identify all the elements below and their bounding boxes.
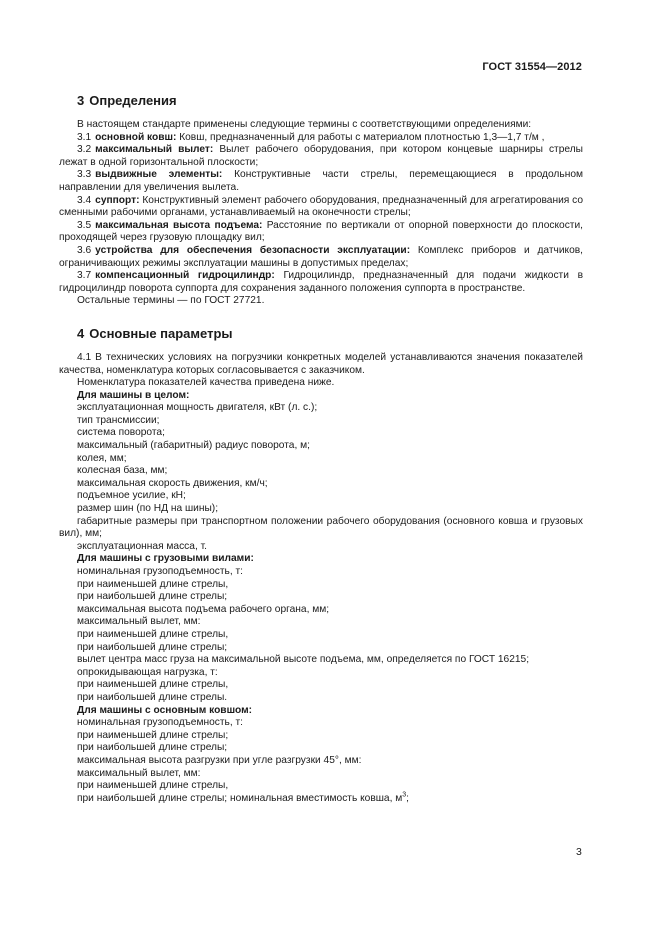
section-3-heading <box>59 93 583 109</box>
list-item: вылет центра масс груза на максимальной высоте подъема, мм, определяется по ГОСТ 16215; <box>77 654 530 666</box>
document-code: ГОСТ 31554—2012 <box>482 61 582 73</box>
page-number: 3 <box>576 846 582 858</box>
group-title-text: Для машины с основным ковшом: <box>77 704 253 716</box>
list-item <box>59 793 583 806</box>
definition-item <box>59 245 583 270</box>
other-terms: Остальные термины — по ГОСТ 27721. <box>77 295 265 307</box>
page-content <box>59 93 583 805</box>
clause-number: 3.3 <box>77 169 92 181</box>
term: суппорт: <box>95 194 140 206</box>
list-item: колея, мм; <box>77 452 127 464</box>
list-item: максимальная высота подъема рабочего органа, мм; <box>77 603 330 615</box>
group-title-whole-machine <box>59 390 583 403</box>
section-title: Основные параметры <box>89 325 233 341</box>
section-number: 4 <box>77 325 85 341</box>
definition-text: Конструктивные части стрелы, перемещающиеся в продольном направлении для увеличения вылета. <box>59 169 583 193</box>
clause-text: В технических условиях на погрузчики конкретных моделей устанавливаются значения показателей качества, номенклатура которых согласовывается с заказчиком. <box>59 351 583 376</box>
clause-number: 3.6 <box>77 244 92 256</box>
list-item: опрокидывающая нагрузка, т: <box>77 666 218 678</box>
nomenclature-note: Номенклатура показателей качества приведена ниже. <box>77 377 335 389</box>
term: выдвижные элементы: <box>95 169 223 181</box>
section-3-intro: В настоящем стандарте применены следующие термины с соответствующими определениями: <box>77 119 532 130</box>
list-item: при наибольшей длине стрелы; <box>77 742 228 754</box>
term: устройства для обеспечения безопасности эксплуатации: <box>95 244 411 256</box>
clause-number: 3.4 <box>77 194 92 206</box>
list-item: максимальная скорость движения, км/ч; <box>77 477 268 489</box>
definition-item <box>59 195 583 220</box>
list-item: эксплуатационная масса, т. <box>77 540 207 552</box>
list-item: при наименьшей длине стрелы, <box>77 679 229 691</box>
list-item: тип трансмиссии; <box>77 414 160 426</box>
list-item: максимальный вылет, мм: <box>77 767 201 779</box>
definition-text: Комплекс приборов и датчиков, ограничивающих режимы эксплуатации машины в допустимых пределах; <box>59 244 584 269</box>
whole-machine-list <box>59 402 583 553</box>
group-title-text: Для машины в целом: <box>77 389 190 401</box>
forks-list <box>59 566 583 705</box>
list-item: максимальная высота разгрузки при угле разгрузки 45°, мм: <box>77 754 362 766</box>
list-item: при наименьшей длине стрелы, <box>77 628 229 640</box>
definitions-list <box>59 132 583 296</box>
group-title-bucket <box>59 705 583 718</box>
list-item: при наибольшей длине стрелы; <box>77 641 228 653</box>
term: максимальная высота подъема: <box>95 219 263 231</box>
definition-item <box>59 270 583 295</box>
definition-item <box>59 132 583 145</box>
list-item: размер шин (по НД на шины); <box>77 503 219 515</box>
definition-item <box>59 144 583 169</box>
clause-number: 3.5 <box>77 219 92 231</box>
list-item: система поворота; <box>77 427 165 439</box>
list-item: номинальная грузоподъемность, т: <box>77 717 243 729</box>
term: компенсационный гидроцилиндр: <box>95 270 275 282</box>
section-4-heading <box>59 326 583 342</box>
paragraph-4-1 <box>59 352 583 377</box>
clause-number: 3.1 <box>77 131 92 143</box>
definition-item <box>59 169 583 194</box>
definition-text: Расстояние по вертикали от опорной поверхности до плоскости, проходящей через грузовую площадку вил; <box>59 219 583 244</box>
list-item: номинальная грузоподъемность, т: <box>77 566 243 577</box>
clause-number: 3.2 <box>77 144 92 156</box>
definition-text: Конструктивный элемент рабочего оборудования, предназначенный для агрегатирования со сменными рабочими органами, устанавливаемый на оконечности стрелы; <box>59 194 583 219</box>
definition-text: Гидроцилиндр, предназначенный для подачи жидкости в гидроцилиндр поворота суппорта для сохранения заданного положения суппорта в пространстве. <box>59 270 583 294</box>
list-item-end: ; <box>406 792 410 804</box>
term: основной ковш: <box>95 131 177 143</box>
list-item: при наименьшей длине стрелы, <box>77 578 229 590</box>
list-item: при наибольшей длине стрелы. <box>77 691 228 703</box>
section-number: 3 <box>77 93 85 108</box>
superscript: 3 <box>402 791 407 799</box>
list-item: максимальный вылет, мм: <box>77 616 201 628</box>
list-item: подъемное усилие, кН; <box>77 490 186 502</box>
definition-item <box>59 220 583 245</box>
list-item: при наименьшей длине стрелы, <box>77 780 229 792</box>
term: максимальный вылет: <box>95 144 214 156</box>
group-title-forks <box>59 553 583 566</box>
clause-number: 3.7 <box>77 270 92 282</box>
definition-text: Ковш, предназначенный для работы с материалом плотностью 1,3—1,7 т/м , <box>176 131 545 143</box>
list-item: при наименьшей длине стрелы; <box>77 729 229 741</box>
list-item: эксплуатационная мощность двигателя, кВт (л. с.); <box>77 402 318 414</box>
bucket-list <box>59 717 583 793</box>
section-title: Определения <box>89 93 177 108</box>
list-item-text: при наибольшей длине стрелы; номинальная вместимость ковша, м <box>77 792 403 804</box>
list-item: габаритные размеры при транспортном положении рабочего оборудования (основного ковша и грузовых вил), мм; <box>59 515 583 540</box>
group-title-text: Для машины с грузовыми вилами: <box>77 553 254 565</box>
list-item: при наибольшей длине стрелы; <box>77 591 228 603</box>
list-item: колесная база, мм; <box>77 465 168 477</box>
definition-text: Вылет рабочего оборудования, при котором концевые шарниры стрелы лежат в одной горизонтальной плоскости; <box>59 144 583 168</box>
list-item: максимальный (габаритный) радиус поворота, м; <box>77 440 310 452</box>
clause-number: 4.1 <box>77 351 92 363</box>
